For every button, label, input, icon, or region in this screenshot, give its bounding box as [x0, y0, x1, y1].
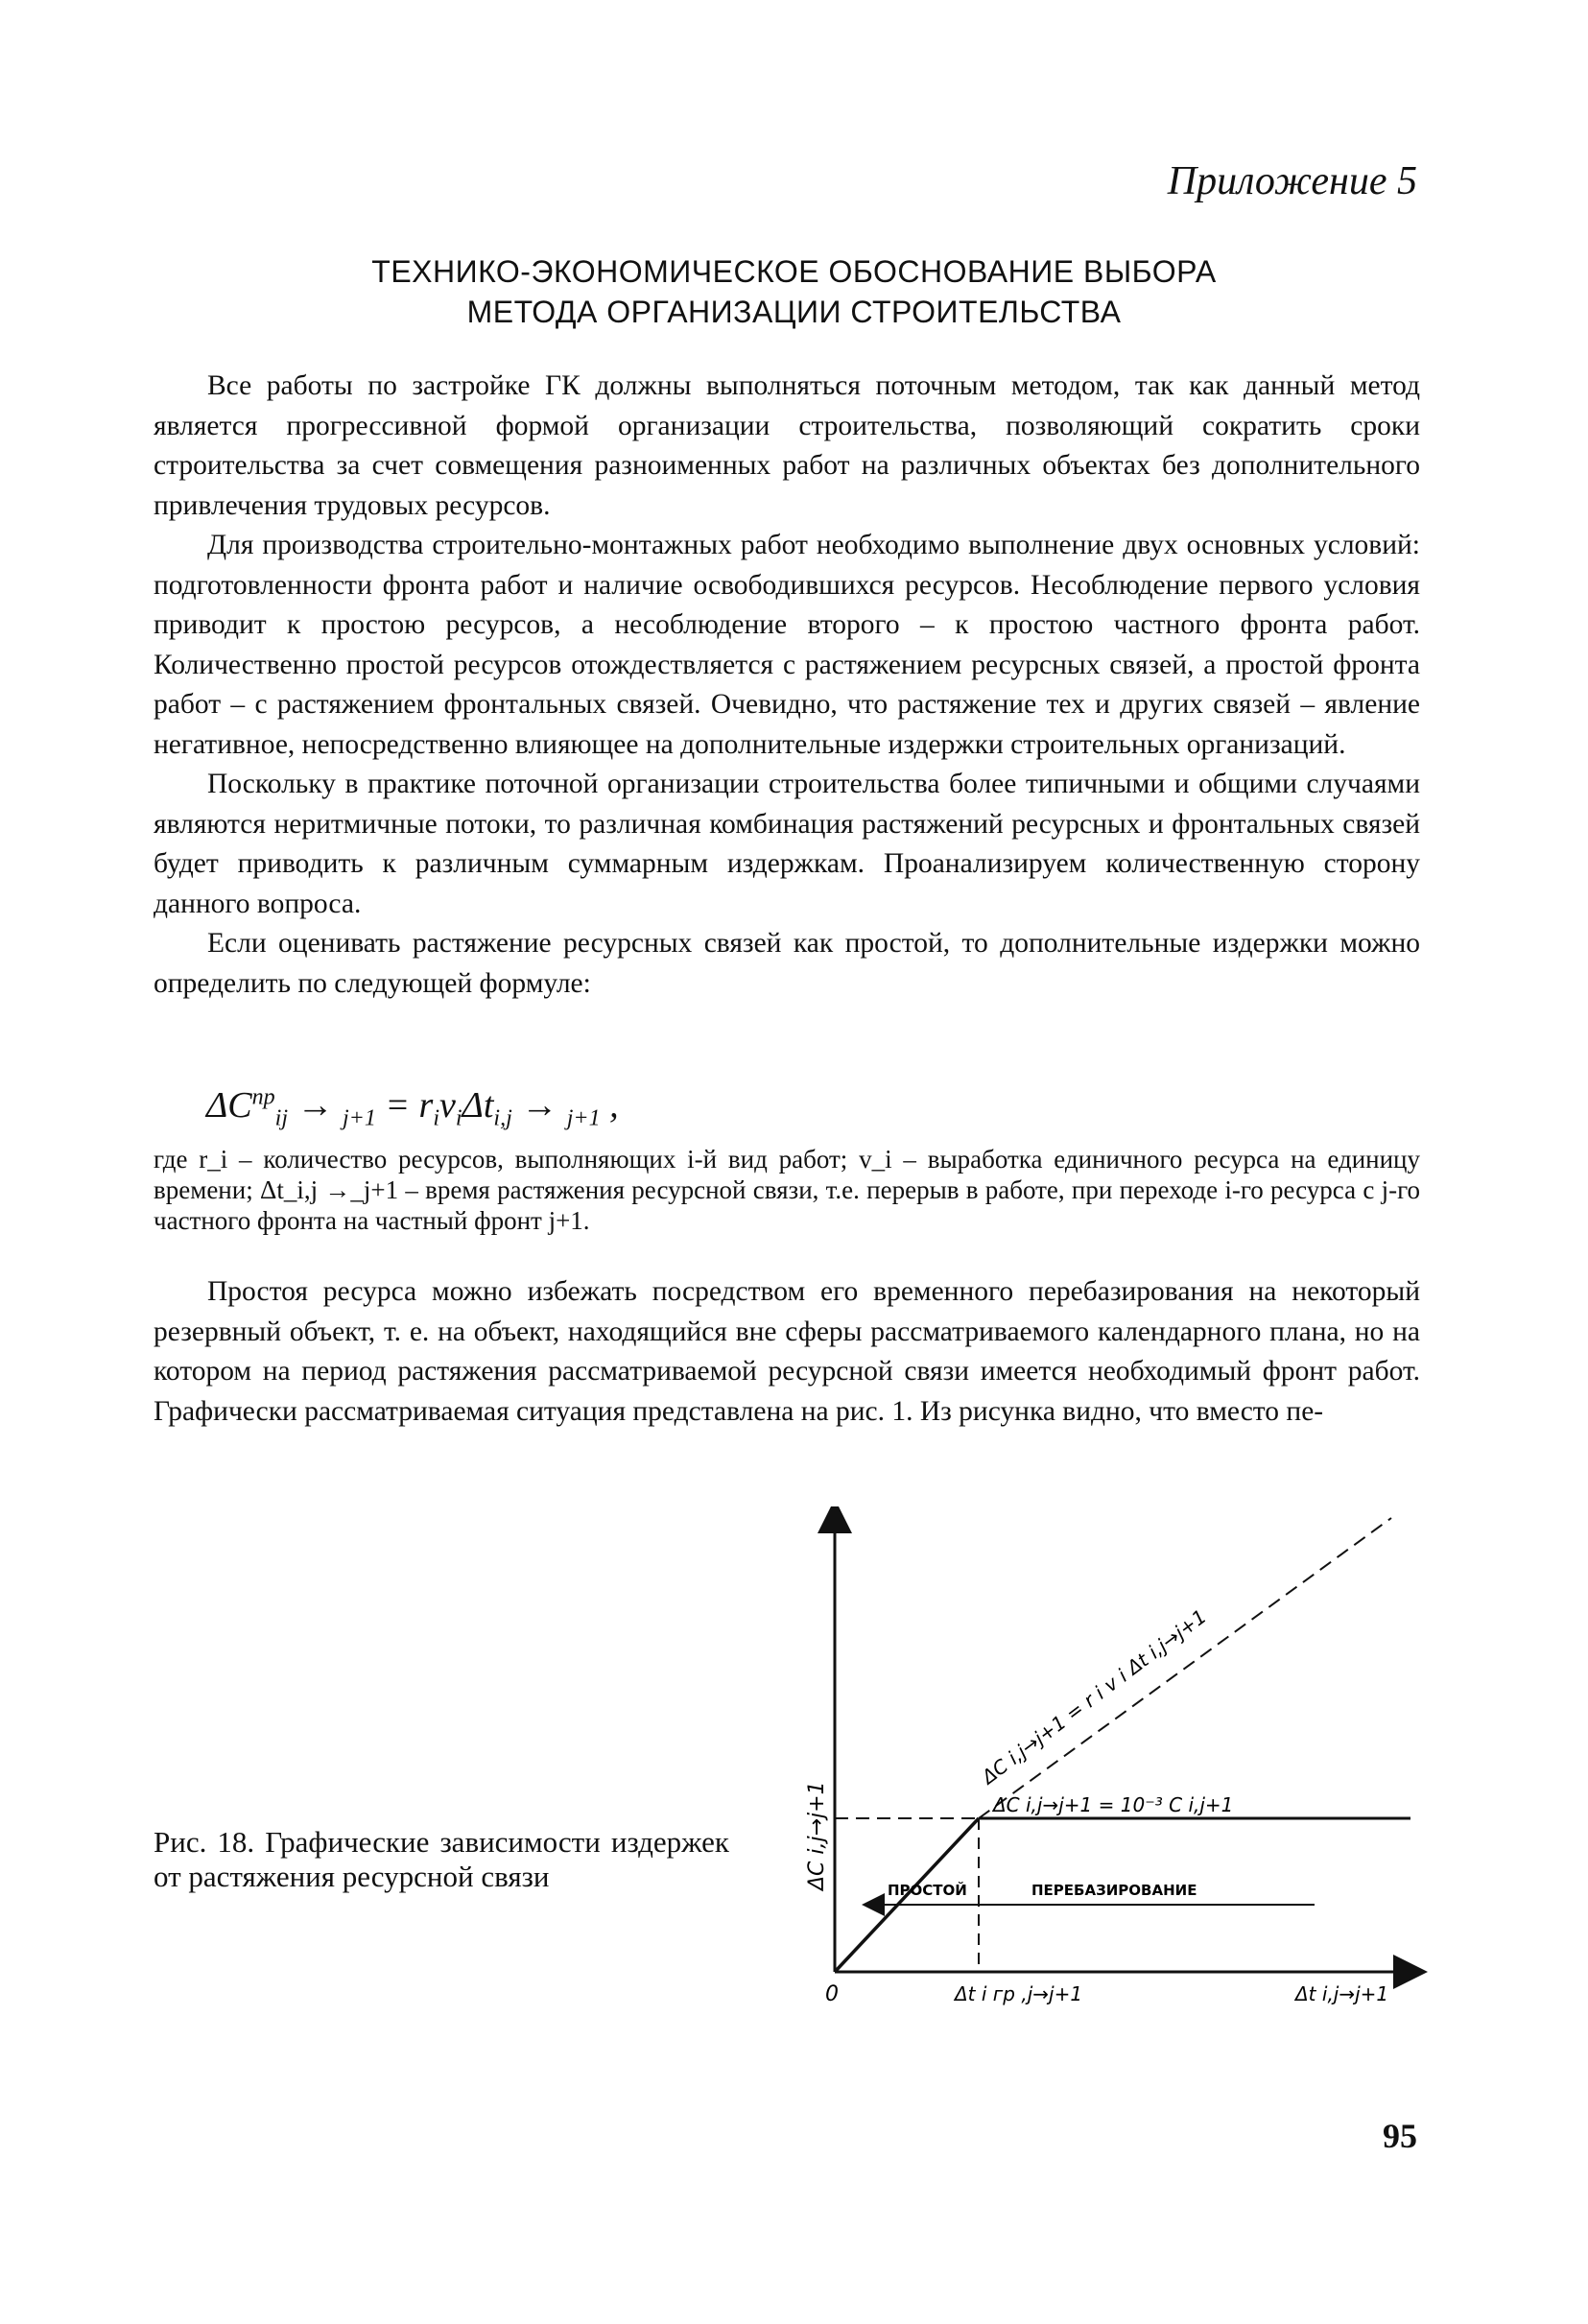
- horizontal-label: ΔC i,j→j+1 = 10⁻³ C i,j+1: [993, 1793, 1234, 1816]
- paragraph-4: Если оценивать растяжение ресурсных связей как простой, то дополнительные издержки можно определить по следующей формуле:: [154, 928, 1420, 999]
- formula-arrow-2: →: [511, 1085, 567, 1126]
- figure-caption: Рис. 18. Графические зависимости издержек от растяжения ресурсной связи: [154, 1825, 729, 1893]
- x-mark-label: Δt i гр ,j→j+1: [955, 1982, 1083, 2005]
- formula-eq: = r: [375, 1085, 434, 1126]
- formula-explanation: [154, 1144, 1420, 1236]
- formula-sub-j1b: j+1: [566, 1105, 601, 1131]
- cost-formula: [206, 1084, 619, 1132]
- paragraph-2: Для производства строительно-монтажных работ необходимо выполнение двух основных условий: подготовленности фронта работ и наличие освободившихся ресурсов. Несоблюдение первого условия приводит к простою ресурсов, а несоблюдение второго – к простою частного фронта работ. Количественно простой ресурсов отождествляется с растяжением ресурсных связей, а простой фронта работ – с растяжением фронтальных связей. Очевидно, что растяжение тех и других связей – явление негативное, непосредственно влияющее на дополнительные издержки строительных организаций.: [154, 530, 1420, 760]
- formula-sub-i1: i: [433, 1105, 439, 1131]
- formula-comma: ,: [600, 1085, 619, 1126]
- formula-v: v: [438, 1085, 456, 1126]
- page-title: [154, 251, 1434, 332]
- formula-sub-i2: i: [455, 1105, 462, 1131]
- title-line-1: ТЕХНИКО-ЭКОНОМИЧЕСКОЕ ОБОСНОВАНИЕ ВЫБОРА: [371, 254, 1217, 289]
- body-text-continued: [154, 1272, 1420, 1432]
- appendix-label: Приложение 5: [1167, 159, 1417, 203]
- formula-sub-ij: ij: [274, 1105, 288, 1131]
- diagonal-label: ΔC i,j→j+1 = r i v i Δt i,j→j+1: [977, 1604, 1211, 1789]
- body-text: [154, 367, 1420, 1004]
- paragraph-3: Поскольку в практике поточной организации строительства более типичными и общими случаями являются неритмичные потоки, то различная комбинация растяжений ресурсных и фронтальных связей будет приводить к различным суммарным издержкам. Проанализируем количественную сторону данного вопроса.: [154, 769, 1420, 919]
- cost-graph: [796, 1506, 1449, 2005]
- formula-sub-j1: j+1: [343, 1105, 376, 1131]
- formula-sup-pr: пр: [251, 1084, 275, 1110]
- cost-line-dashed: [979, 1518, 1391, 1818]
- page-number: 95: [1383, 2117, 1417, 2155]
- formula-delta-t: Δt: [462, 1085, 494, 1126]
- formula-sub-ij2: i,j: [493, 1105, 512, 1131]
- formula-arrow-1: →: [288, 1085, 343, 1126]
- y-axis-label: ΔC i,j→j+1: [805, 1781, 829, 1890]
- origin-label: 0: [825, 1982, 839, 2005]
- paragraph-1: Все работы по застройке ГК должны выполняться поточным методом, так как данный метод является прогрессивной формой организации строительства, позволяющий сократить сроки строительства за счет совмещения разноименных работ на различных объектах без дополнительного привлечения трудовых ресурсов.: [154, 370, 1420, 521]
- cost-graph-svg: [796, 1506, 1449, 2005]
- where-paragraph: где r_i – количество ресурсов, выполняющих i-й вид работ; v_i – выработка единичного ресурса на единицу времени; Δt_i,j →_j+1 – время растяжения ресурсной связи, т.е. перерыв в работе, при переходе i-го ресурса с j-го частного фронта на частный фронт j+1.: [154, 1145, 1420, 1235]
- idle-label: ПРОСТОЙ: [888, 1882, 967, 1899]
- x-axis-label: Δt i,j→j+1: [1295, 1982, 1389, 2005]
- rebase-label: ПЕРЕБАЗИРОВАНИЕ: [1031, 1882, 1197, 1899]
- paragraph-5: Простоя ресурса можно избежать посредством его временного перебазирования на некоторый резервный объект, т. е. на объект, находящийся вне сферы рассматриваемого календарного плана, но на котором на период растяжения рассматриваемой ресурсной связи имеется необходимый фронт работ. Графически рассматриваемая ситуация представлена на рис. 1. Из рисунка видно, что вместо пе-: [154, 1276, 1420, 1427]
- title-line-2: МЕТОДА ОРГАНИЗАЦИИ СТРОИТЕЛЬСТВА: [466, 295, 1122, 329]
- formula-delta-c: ΔC: [206, 1085, 252, 1126]
